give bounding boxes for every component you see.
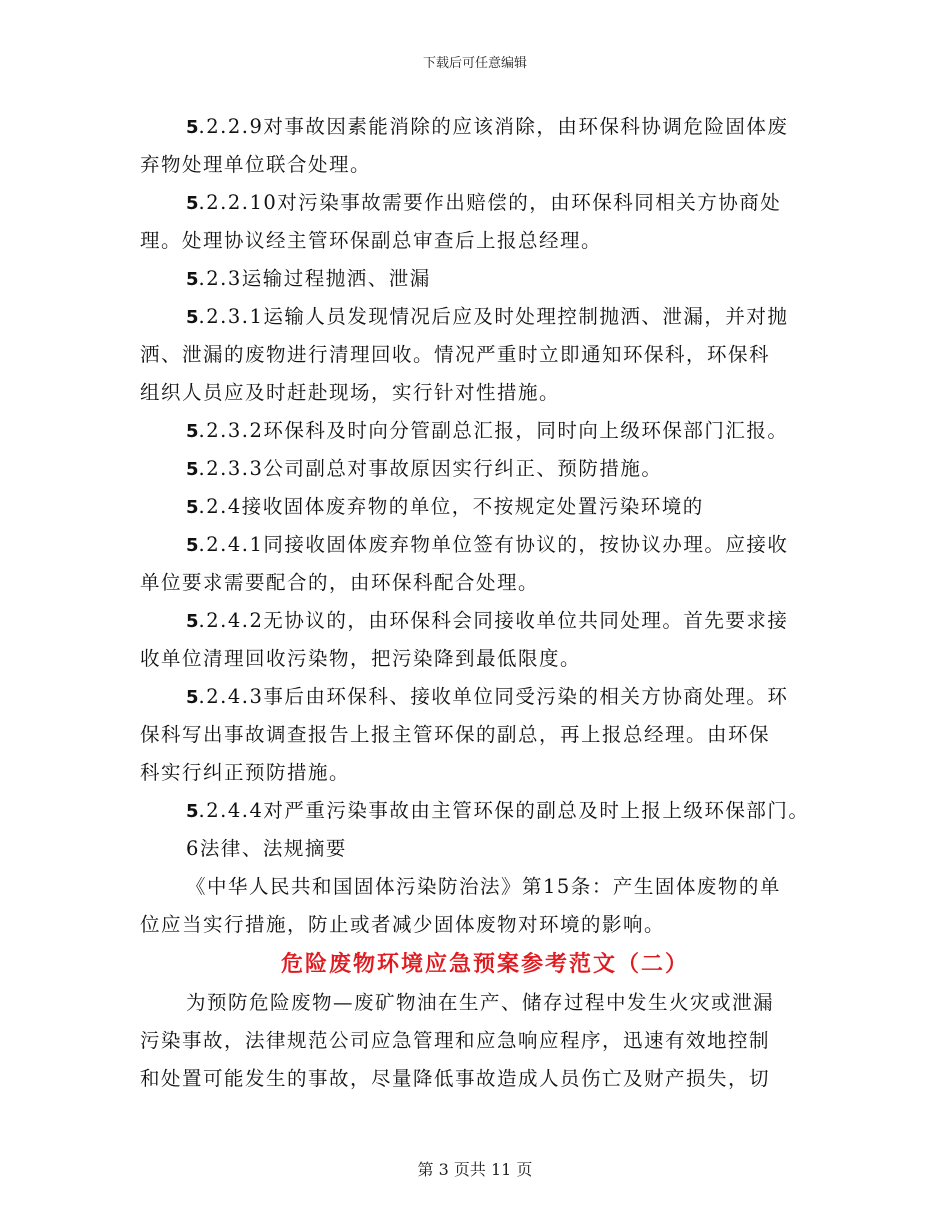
text-line: [140, 450, 820, 488]
text-line: [140, 374, 820, 412]
line-text: 科实行纠正预防措施。: [140, 761, 351, 784]
line-text: 理。处理协议经主管环保副总审查后上报总经理。: [140, 229, 603, 252]
text-line: [140, 298, 820, 336]
line-text: 收单位清理回收污染物，把污染降到最低限度。: [140, 647, 582, 670]
line-text: 弃物处理单位联合处理。: [140, 153, 372, 176]
text-line: [140, 1060, 820, 1098]
clause-number: 5: [186, 193, 199, 214]
line-text: .2.3.2环保科及时向分管副总汇报，同时向上级环保部门汇报。: [198, 419, 789, 442]
text-line: [140, 564, 820, 602]
intro-paragraph: [140, 984, 820, 1098]
text-line: [140, 336, 820, 374]
line-text: .2.3.3公司副总对事故原因实行纠正、预防措施。: [198, 457, 663, 480]
text-line: [140, 1022, 820, 1060]
clause-number: 5: [186, 459, 199, 480]
text-line: [140, 754, 820, 792]
line-text: 单位要求需要配合的，由环保科配合处理。: [140, 571, 540, 594]
text-line: [140, 830, 820, 868]
line-text: 保科写出事故调查报告上报主管环保的副总，再上报总经理。由环保: [140, 723, 771, 746]
clause-number: 5: [186, 801, 199, 822]
page-header: 下载后可任意编辑: [422, 56, 527, 71]
line-text: .2.3.1运输人员发现情况后应及时处理控制抛洒、泄漏，并对抛: [198, 305, 789, 328]
line-text: 洒、泄漏的废物进行清理回收。情况严重时立即通知环保科，环保科: [140, 343, 771, 366]
clause-number: 5: [186, 611, 199, 632]
clause-number: 5: [186, 269, 199, 290]
line-text: 为预防危险废物—废矿物油在生产、储存过程中发生火灾或泄漏: [186, 991, 775, 1014]
text-line: [140, 602, 820, 640]
text-line: [140, 260, 820, 298]
clause-number: 5: [186, 421, 199, 442]
line-text: .2.4接收固体废弃物的单位，不按规定处置污染环境的: [198, 495, 704, 518]
section-title: 危险废物环境应急预案参考范文（二）: [280, 951, 689, 977]
line-text: 组织人员应及时赶赴现场，实行针对性措施。: [140, 381, 561, 404]
line-text: 污染事故，法律规范公司应急管理和应急响应程序，迅速有效地控制: [140, 1029, 771, 1052]
text-line: [140, 984, 820, 1022]
paragraph-lines: [140, 108, 820, 944]
text-line: [140, 184, 820, 222]
clause-number: 5: [186, 307, 199, 328]
line-text: 位应当实行措施，防止或者减少固体废物对环境的影响。: [140, 913, 666, 936]
clause-number: 5: [186, 497, 199, 518]
text-line: [140, 906, 820, 944]
line-text: .2.4.1同接收固体废弃物单位签有协议的，按协议办理。应接收: [198, 533, 789, 556]
text-line: [140, 678, 820, 716]
text-line: [140, 526, 820, 564]
clause-number: 5: [186, 117, 199, 138]
line-text: .2.2.10对污染事故需要作出赔偿的，由环保科同相关方协商处: [198, 191, 782, 214]
line-text: .2.4.3事后由环保科、接收单位同受污染的相关方协商处理。环: [198, 685, 789, 708]
text-line: [140, 488, 820, 526]
line-text: 6法律、法规摘要: [186, 837, 347, 860]
text-line: [140, 716, 820, 754]
page-footer: 第 3 页共 11 页: [417, 1160, 533, 1179]
text-line: [140, 640, 820, 678]
line-text: .2.4.4对严重污染事故由主管环保的副总及时上报上级环保部门。: [198, 799, 810, 822]
text-line: [140, 412, 820, 450]
document-body: [140, 108, 820, 1098]
text-line: [140, 146, 820, 184]
clause-number: 5: [186, 687, 199, 708]
line-text: 《中华人民共和国固体污染防治法》第15条：产生固体废物的单: [186, 875, 781, 898]
line-text: .2.4.2无协议的，由环保科会同接收单位共同处理。首先要求接: [198, 609, 789, 632]
text-line: [140, 792, 820, 830]
line-text: .2.2.9对事故因素能消除的应该消除，由环保科协调危险固体废: [198, 115, 789, 138]
line-text: 和处置可能发生的事故，尽量降低事故造成人员伤亡及财产损失，切: [140, 1067, 771, 1090]
text-line: [140, 108, 820, 146]
line-text: .2.3运输过程抛洒、泄漏: [198, 267, 431, 290]
clause-number: 5: [186, 535, 199, 556]
text-line: [140, 222, 820, 260]
text-line: [140, 868, 820, 906]
